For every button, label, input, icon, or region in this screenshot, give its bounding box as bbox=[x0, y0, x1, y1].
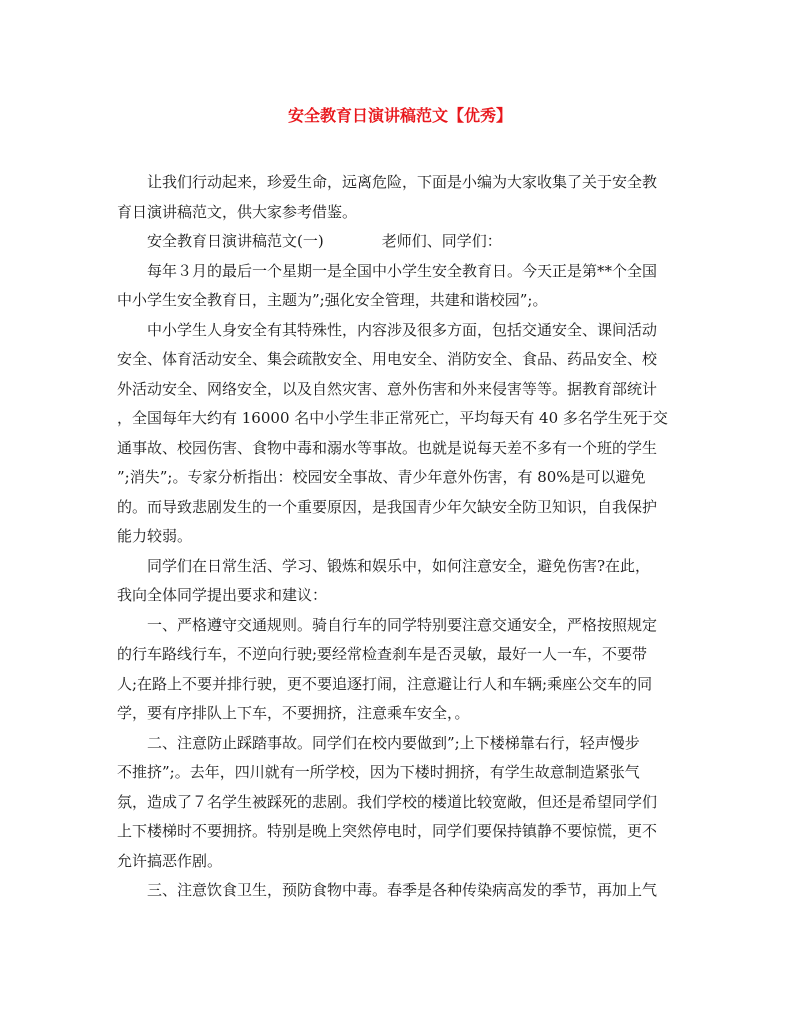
paragraph-line: 氛，造成了７名学生被踩死的悲剧。我们学校的楼道比较宽敞，但还是希望同学们 bbox=[117, 792, 658, 811]
paragraph-line: 一、严格遵守交通规则。骑自行车的同学特别要注意交通安全，严格按照规定 bbox=[147, 615, 658, 634]
paragraph-line: 上下楼梯时不要拥挤。特别是晚上突然停电时，同学们要保持镇静不要惊慌，更不 bbox=[117, 822, 658, 840]
paragraph-line: 人;在路上不要并排行驶，更不要追逐打闹，注意避让行人和车辆;乘座公交车的同 bbox=[117, 674, 653, 693]
paragraph-line: 二、注意防止踩踏事故。同学们在校内要做到”;上下楼梯靠右行，轻声慢步 bbox=[147, 733, 640, 752]
paragraph-line: 中小学生安全教育日，主题为”;强化安全管理，共建和谐校园”;。 bbox=[117, 291, 548, 309]
paragraph-line: 让我们行动起来，珍爱生命，远离危险，下面是小编为大家收集了关于安全教 bbox=[147, 173, 658, 191]
paragraph-line: 育日演讲稿范文，供大家参考借鉴。 bbox=[117, 202, 358, 221]
paragraph-line: 能力较弱。 bbox=[117, 527, 193, 545]
paragraph-line: 的行车路线行车，不逆向行驶;要经常检查刹车是否灵敏，最好一人一车，不要带 bbox=[117, 645, 648, 663]
paragraph-line: 学，要有序排队上下车，不要拥挤，注意乘车安全，。 bbox=[117, 704, 470, 722]
paragraph-line: 每年３月的最后一个星期一是全国中小学生安全教育日。今天正是第**个全国 bbox=[147, 261, 658, 280]
paragraph-line: 通事故、校园伤害、食物中毒和溺水等事故。也就是说每天差不多有一个班的学生 bbox=[117, 438, 658, 457]
document-title: 安全教育日演讲稿范文【优秀】 bbox=[287, 106, 512, 125]
paragraph-line: 三、注意饮食卫生，预防食物中毒。春季是各种传染病高发的季节，再加上气 bbox=[147, 881, 658, 899]
paragraph-line: 同学们在日常生活、学习、锻炼和娱乐中，如何注意安全，避免伤害?在此， bbox=[147, 556, 651, 575]
paragraph-line: ，全国每年大约有 16000 名中小学生非正常死亡，平均每天有 40 多名学生死于交 bbox=[117, 409, 668, 427]
paragraph-line: 的。而导致悲剧发生的一个重要原因，是我国青少年欠缺安全防卫知识，自我保护 bbox=[117, 497, 658, 516]
paragraph-line: 安全、体育活动安全、集会疏散安全、用电安全、消防安全、食品、药品安全、校 bbox=[117, 350, 658, 368]
paragraph-line: ”;消失”;。专家分析指出：校园安全事故、青少年意外伤害，有 80%是可以避免 bbox=[117, 468, 646, 486]
paragraph-line: 不推挤”;。去年，四川就有一所学校，因为下楼时拥挤，有学生故意制造紧张气 bbox=[117, 763, 640, 781]
salutation: 老师们、同学们： bbox=[381, 232, 502, 250]
section-heading: 安全教育日演讲稿范文(一) bbox=[147, 232, 324, 250]
paragraph-line: 我向全体同学提出要求和建议： bbox=[117, 586, 328, 604]
section-heading-line bbox=[117, 227, 707, 257]
paragraph-line: 中小学生人身安全有其特殊性，内容涉及很多方面，包括交通安全、课间活动 bbox=[147, 320, 658, 339]
document-body bbox=[117, 168, 707, 906]
paragraph-line: 外活动安全、网络安全，以及自然灾害、意外伤害和外来侵害等等。据教育部统计 bbox=[117, 379, 658, 398]
paragraph-line: 允许搞恶作剧。 bbox=[117, 851, 223, 870]
